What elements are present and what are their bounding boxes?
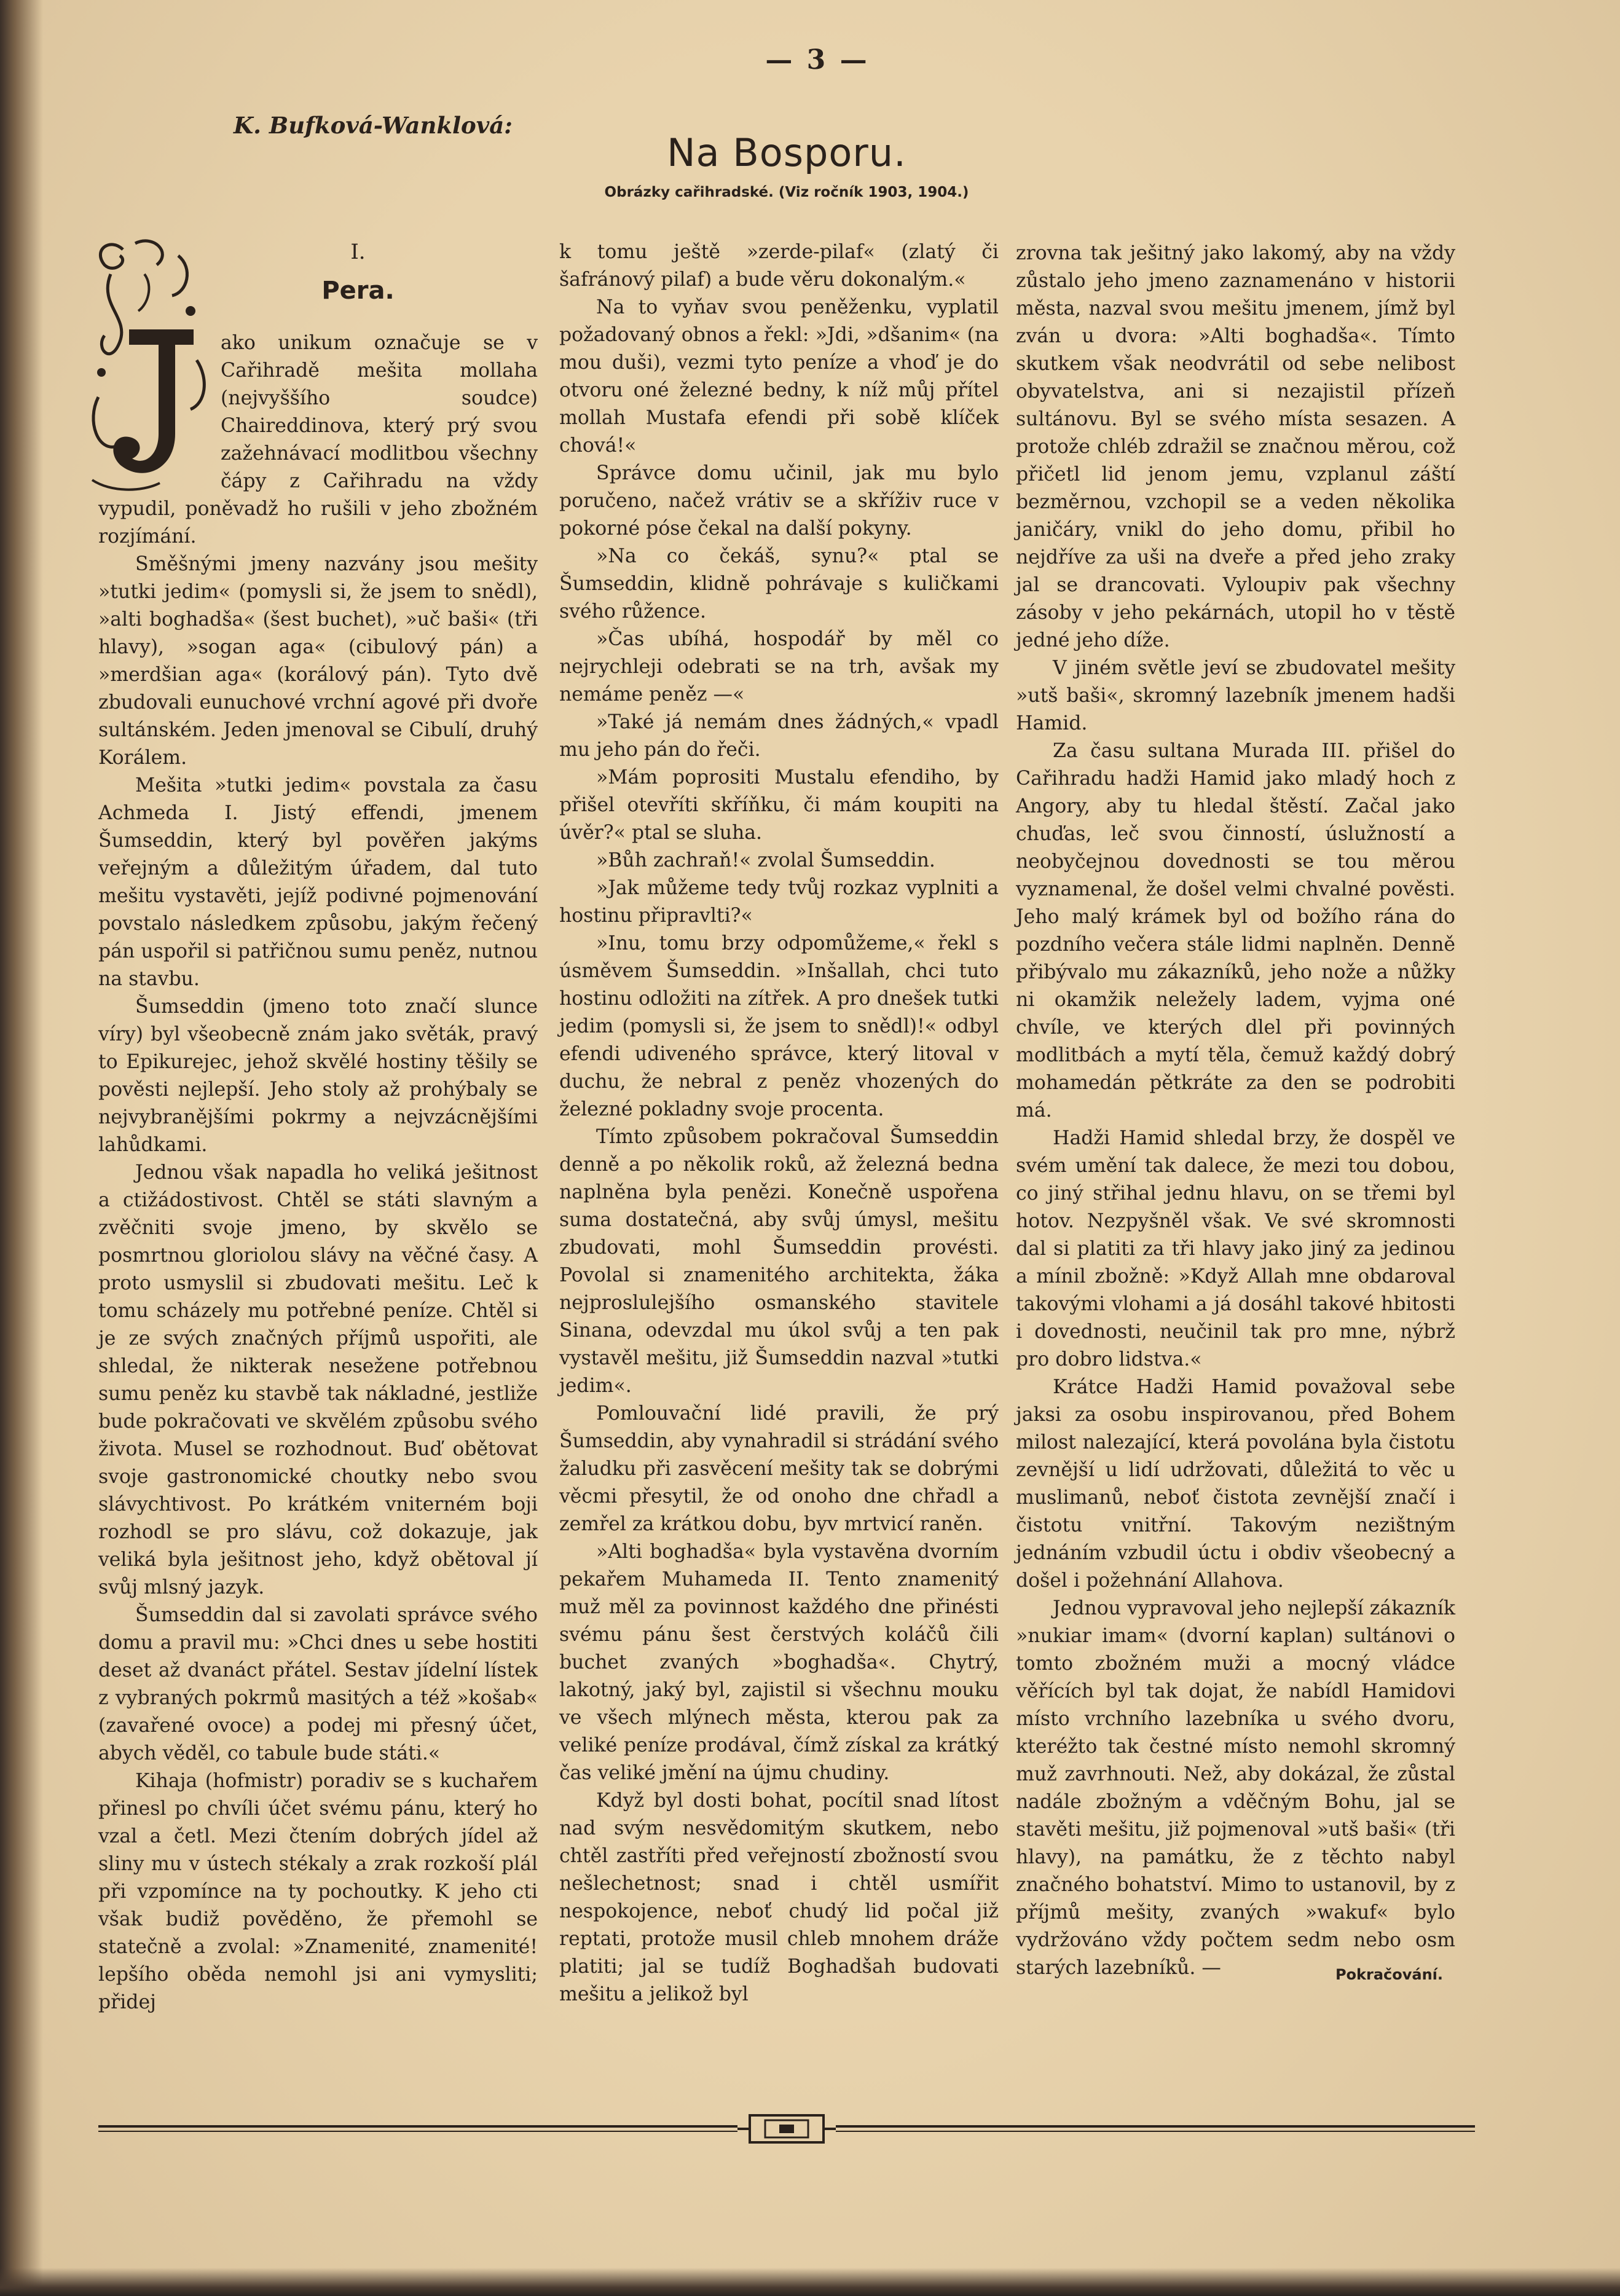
section-heading: Pera. [321, 277, 395, 305]
paragraph: Jednou však napadla ho veliká ješitnost a ctižádostivost. Chtěl se státi slavným a zvěčniti svoje jmeno, by skvělo se posmrtnou gloriolou slávy na věčné časy. A proto usmyslil si zbudovati mešitu. Leč k tomu scházely mu potřebné peníze. Chtěl si je ze svých značných příjmů uspořiti, ale shledal, že nikterak nesežene potřebnou sumu peněz ku stavbě tak nákladné, jestliže bude pokračovati ve skvělém způsobu svého života. Musel se rozhodnout. Buď obětovat svoje gastronomické choutky nebo svou slávychtivost. Po krátkém vniterném boji rozhodl se pro slávu, což dokazuje, jak veliká byla ješitnost jeho, když obětoval jí svůj mlsný jazyk. [98, 1162, 538, 1598]
paragraph: Tímto způsobem pokračoval Šumseddin denně a po několik roků, až železná bedna naplněna byla penězi. Konečně uspořena suma dostatečná, aby svůj úmysl, mešitu zbudovati, mohl Šumseddin provésti. Povolal si znamenitého architekta, žáka nejproslulejšího osmanského stavitele Sinana, odevzdal mu úkol svůj a ten pak vystavěl mešitu, již Šumseddin nazval »tutki jedim«. [559, 1126, 999, 1397]
paragraph: k tomu ještě »zerde-pilaf« (zlatý či šafránový pilaf) a bude věru dokonalým.« [559, 241, 999, 291]
paragraph: »Mám poprositi Mustalu efendiho, by přišel otevříti skříňku, či mám koupiti na úvěr?« ptal se sluha. [559, 766, 999, 844]
paragraph: Kihaja (hofmistr) poradiv se s kuchařem přinesl po chvíli účet svému pánu, který ho vzal a četl. Mezi čtením dobrých jídel až sliny mu v ústech stékaly a zrak rozkoší plál při vzpomínce na ty pochoutky. K jeho cti však budiž pověděno, že přemohl se statečně a zvolal: »Znamenité, znamenité! lepšího oběda nemohl jsi ani vymysliti; přidej [98, 1770, 538, 2013]
continuation-note: Pokračování. [1335, 1966, 1443, 1983]
paragraph: Mešita »tutki jedim« povstala za času Achmeda I. Jistý effendi, jmenem Šumseddin, který byl pověřen jakýms veřejným a důležitým úřadem, dal tuto mešitu vystavěti, jejíž podivné pojmenování povstalo následkem způsobu, jakým řečený pán uspořil si patřičnou sumu peněz, nutnou na stavbu. [98, 774, 538, 990]
paragraph: zrovna tak ješitný jako lakomý, aby na vždy zůstalo jeho jmeno zaznamenáno v historii města, nazval svou mešitu jmenem, jímž byl zván u dvora: »Alti boghadša«. Tímto skutkem však neodvrátil od sebe nelibost obyvatelstva, ani si nezajistil přízeň sultánovu. Byl se svého místa sesazen. A protože chléb zdražil se značnou měrou, což přičetl lid jenom jemu, vzplanul záští bezměrnou, vzchopil se a veden několika janičáry, vnikl do jeho domu, přibil ho nejdříve za uši na dveře a před jeho zraky jal se drancovati. Vyloupiv pak všechny zásoby v jeho pekárnách, utopil ho v těstě jedné jeho díže. [1016, 242, 1455, 651]
paragraph: »Bůh zachraň!« zvolal Šumseddin. [596, 849, 935, 871]
paragraph: »Čas ubíhá, hospodář by měl co nejrychleji odebrati se na trh, avšak my nemáme peněz —« [559, 628, 999, 706]
paragraph: Jednou vypravoval jeho nejlepší zákazník »nukiar imam« (dvorní kaplan) sultánovi o tomto zbožném muži a mocný vládce věřících byl tak dojat, že nabídl Hamidovi místo vrchního lazebníka u svého dvoru, kteréžto tak čestné místo nemohl skromný muž zavrhnouti. Než, aby dokázal, že zůstal nadále zbožným a vděčným Bohu, jal se stavěti mešitu, již pojmenoval »utš baši« (tři hlavy), na památku, že z těchto nabyl značného bohatství. Mimo to ustanovil, by z příjmů mešity, zvaných »wakuf« bylo vydržováno vždy počtem sedm nebo osm starých lazebníků. — [1016, 1597, 1455, 1979]
paragraph: Pomlouvační lidé pravili, že prý Šumseddin, aby vynahradil si strádání svého žaludku při zasvěcení mešity tak se dobrými věcmi přesytil, že od onoho dne chřadl a zemřel za krátkou dobu, byv mrtvicí raněn. [559, 1402, 999, 1535]
text-column-1 [98, 238, 538, 2016]
paragraph: Správce domu učinil, jak mu bylo poručeno, načež vrátiv se a skříživ ruce v pokorné póse čekal na další pokyny. [559, 462, 999, 540]
paragraph: V jiném světle jeví se zbudovatel mešity »utš baši«, skromný lazebník jmenem hadši Hamid. [1016, 657, 1455, 734]
paragraph: Na to vyňav svou peněženku, vyplatil požadovaný obnos a řekl: »Jdi, »dšanim« (na mou duši), vezmi tyto peníze a vhoď je do otvoru oné železné bedny, k níž můj přítel mollah Mustafa efendi při sobě klíček chová!« [559, 296, 999, 457]
article-subtitle: Obrázky cařihradské. (Viz ročník 1903, 1904.) [604, 184, 969, 200]
text-column-3 [1016, 240, 1455, 1989]
paragraph: »Alti boghadša« byla vystavěna dvorním pekařem Muhameda II. Tento znamenitý muž měl za povinnost každého dne přinésti svému pánu šest čerstvých koláčů čili buchet zvaných »boghadša«. Chytrý, lakotný, jaký byl, zajistil si všechnu mouku ve všech mlýnech města, kterou pak za veliké peníze prodával, čímž získal za krátký čas veliké jmění na újmu chudiny. [559, 1541, 999, 1784]
footer-ornament-icon [98, 2114, 1475, 2144]
ornamental-initial-j-icon [86, 237, 212, 495]
page-bottom-edge [0, 2268, 1620, 2296]
paragraph: »Jak můžeme tedy tvůj rozkaz vyplniti a hostinu připravlti?« [559, 877, 999, 927]
paragraph: Šumseddin dal si zavolati správce svého domu a pravil mu: »Chci dnes u sebe hostiti deset až dvanáct přátel. Sestav jídelní lístek z vybraných pokrmů masitých a též »košab« (zavařené ovoce) a podej mi přesný účet, abych věděl, co tabule bude státi.« [98, 1604, 538, 1764]
paragraph: Hadži Hamid shledal brzy, že dospěl ve svém umění tak dalece, že mezi tou dobou, co jiný střihal jednu hlavu, on se třemi byl hotov. Nezpyšněl však. Ve své skromnosti dal si platiti za tři hlavy jako jiný za jedinou a mínil zbožně: »Když Allah mne obdaroval takovými vlohami a já dosáhl takové hbitosti i dovednosti, neučinil tak pro mne, nýbrž pro dobro lidstva.« [1016, 1127, 1455, 1370]
paragraph: ako unikum označuje se v Cařihradě mešita mollaha (nejvyššího soudce) Chaireddinova, který prý svou zažehnávací modlitbou všechny čápy z Cařihradu na vždy vypudil, poněvadž ho rušili v jeho zbožném rozjímání. [98, 329, 538, 551]
paragraph: Když byl dosti bohat, pocítil snad lítost nad svým nesvědomitým skutkem, nebo chtěl zastříti před veřejností zbožností svou nešlechetnost; snad i chtěl usmířit nespokojence, neboť chudý lid počal již reptati, protože musil chleb mnohem dráže platiti; jal se tudíž Boghadšah budovati mešitu a jelikož byl [559, 1790, 999, 2005]
paragraph: »Na co čekáš, synu?« ptal se Šumseddin, klidně pohrávaje s kuličkami svého růžence. [559, 545, 999, 623]
paragraph: Krátce Hadži Hamid považoval sebe jaksi za osobu inspirovanou, před Bohem milost nalezající, která povolána byla čistotu zevnější u lidí udržovati, důležitá to věc u muslimanů, neboť čistota zevnější značí i čistotu vnitřní. Takovým nezištným jednáním vzbudil úctu i obdiv všeobecný a došel i požehnání Allahova. [1016, 1376, 1455, 1592]
binding-shadow [0, 0, 43, 2296]
section-number: I. [350, 240, 366, 264]
paragraph: Za času sultana Murada III. přišel do Cařihradu hadži Hamid jako mladý hoch z Angory, aby tu hledal štěstí. Začal jako chuďas, leč svou činností, úslužností a neobyčejnou dovednosti se tou měrou vyznamenal, že došel velmi chvalné pověsti. Jeho malý krámek byl od božího rána do pozdního večera stále lidmi naplněn. Denně přibývalo mu zákazníků, jeho nože a nůžky ni okamžik neležely ladem, vyjma oné chvíle, ve kterých dlel při povinných modlitbách a mytí těla, čemuž každý dobrý mohamedán pětkráte za den se podrobiti má. [1016, 740, 1455, 1122]
text-column-2 [559, 238, 999, 2008]
paragraph: Šumseddin (jmeno toto značí slunce víry) byl všeobecně znám jako světák, pravý to Epikurejec, jehož skvělé hostiny těšily se pověsti nejlepší. Jeho stoly až prohýbaly se nejvybranějšími pokrmy a nejvzácnějšími lahůdkami. [98, 996, 538, 1156]
article-title: Na Bosporu. [667, 130, 906, 175]
author-name: K. Bufková-Wanklová: [234, 112, 513, 139]
paragraph: »Také já nemám dnes žádných,« vpadl mu jeho pán do řeči. [559, 711, 999, 761]
paragraph: Směšnými jmeny nazvány jsou mešity »tutki jedim« (pomysli si, že jsem to snědl), »alti boghadša« (šest buchet), »uč baši« (tři hlavy), »sogan aga« (cibulový pán) a »merdšian aga« (korálový pán). Tyto dvě zbudovali eunuchové vrchní agové při dvoře sultánském. Jeden jmenoval se Cibulí, druhý Korálem. [98, 553, 538, 769]
page-number: — 3 — [765, 44, 870, 76]
paragraph: »Inu, tomu brzy odpomůžeme,« řekl s úsměvem Šumseddin. »Inšallah, chci tuto hostinu odložiti na zítřek. A pro dnešek tutki jedim (pomysli si, že jsem to snědl)!« odbyl efendi udiveného správce, který litoval v duchu, že nebral z peněz vhozených do železné pokladny svoje procenta. [559, 932, 999, 1120]
